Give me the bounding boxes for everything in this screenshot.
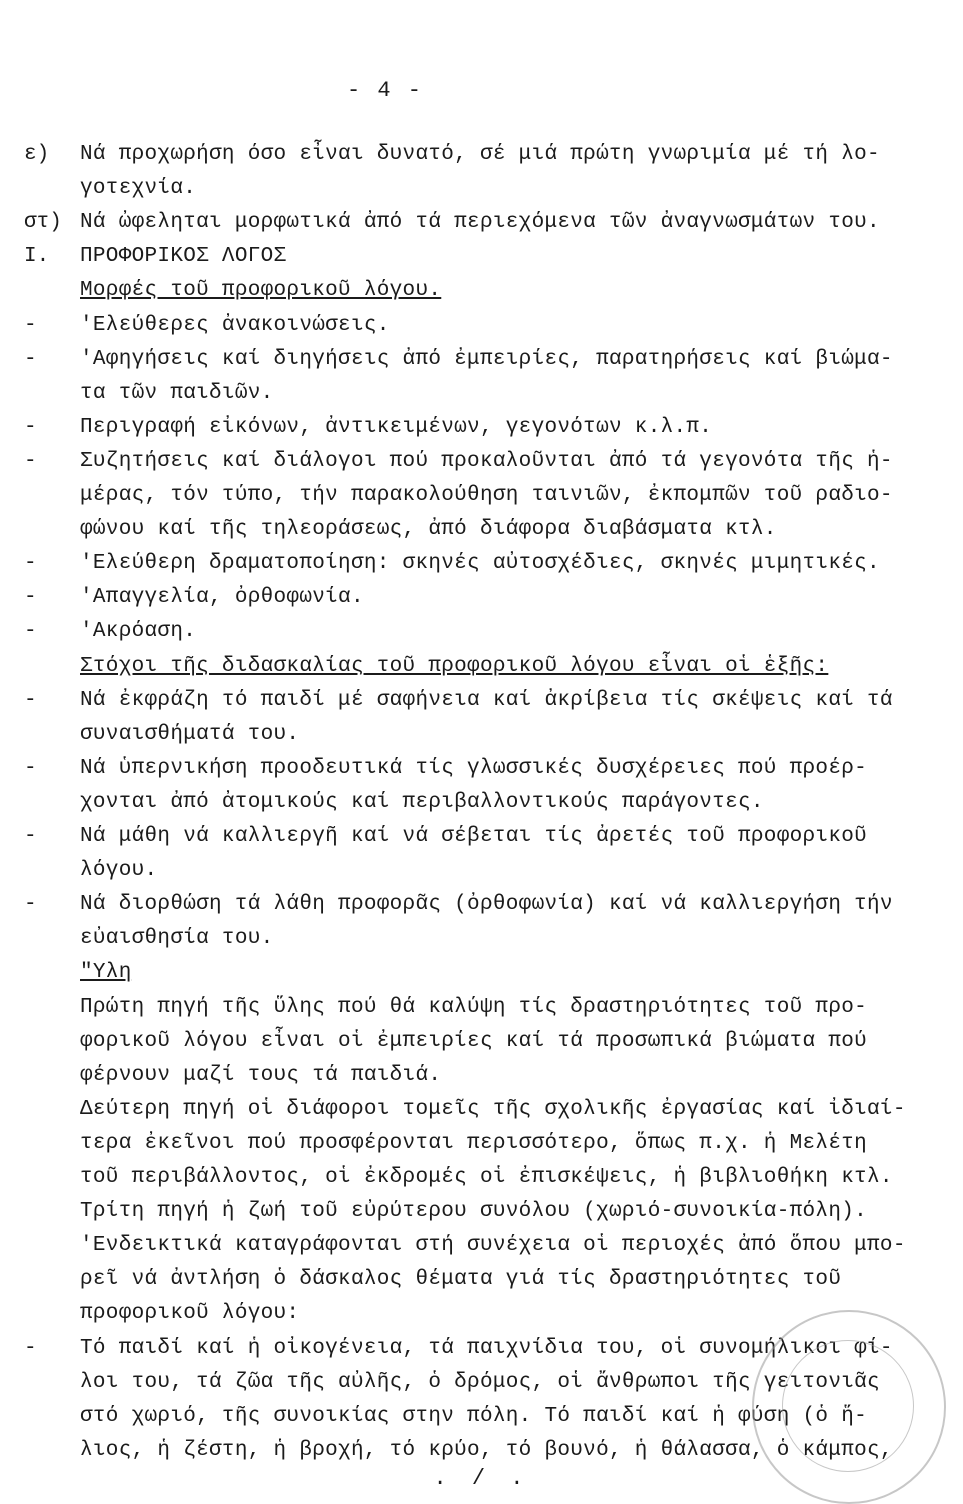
text-line: 'Ελεύθερες ἀνακοινώσεις. — [80, 314, 390, 337]
text-line: φέρνουν μαζί τους τά παιδιά. — [80, 1064, 442, 1087]
line-marker: - — [24, 689, 37, 712]
text-line: Νά προχωρήση όσο εἶναι δυνατό, σέ μιά πρώτη γνωριμία μέ τή λο- — [80, 143, 880, 166]
text-line: Νά διορθώση τά λάθη προφορᾶς (ὀρθοφωνία) καί νά καλλιεργήση τήν — [80, 893, 893, 916]
text-line: γοτεχνία. — [80, 177, 197, 200]
page-number: - 4 - — [346, 78, 423, 103]
text-line: συναισθήματά του. — [80, 723, 300, 746]
text-line: Νά ὠφεληται μορφωτικά ἀπό τά περιεχόμενα τῶν ἀναγνωσμάτων του. — [80, 211, 880, 234]
line-marker: - — [24, 552, 37, 575]
line-marker: - — [24, 586, 37, 609]
text-line: φώνου καί τῆς τηλεοράσεως, ἀπό διάφορα διαβάσματα κτλ. — [80, 518, 777, 541]
text-line: εὐαισθησία του. — [80, 927, 274, 950]
text-line: Τό παιδί καί ἡ οἰκογένεια, τά παιχνίδια του, οἱ συνομήλικοι φί- — [80, 1337, 893, 1360]
text-line: Νά ἐκφράζη τό παιδί μέ σαφήνεια καί ἀκρίβεια τίς σκέψεις καί τά — [80, 689, 893, 712]
line-marker: - — [24, 1337, 37, 1360]
text-line: Δεύτερη πηγή οἱ διάφοροι τομεῖς τῆς σχολικῆς ἐργασίας καί ἰδιαί- — [80, 1098, 906, 1121]
line-marker: - — [24, 314, 37, 337]
section-heading: Μορφές τοῦ προφορικοῦ λόγου. — [80, 279, 442, 302]
text-line: μέρας, τόν τύπο, τήν παρακολούθηση ταινιῶν, ἐκπομπῶν τοῦ ραδιο- — [80, 484, 893, 507]
line-marker: - — [24, 825, 37, 848]
line-marker: ε) — [24, 143, 50, 166]
line-marker: - — [24, 450, 37, 473]
text-line: Πρώτη πηγή τῆς ὕλης πού θά καλύψη τίς δραστηριότητες τοῦ προ- — [80, 996, 868, 1019]
line-marker: - — [24, 757, 37, 780]
text-line: Τρίτη πηγή ἡ ζωή τοῦ εὐρύτερου συνόλου (χωριό-συνοικία-πόλη). — [80, 1200, 868, 1223]
text-line: ρεῖ νά ἀντλήση ὁ δάσκαλος θέματα γιά τίς δραστηριότητες τοῦ — [80, 1268, 842, 1291]
text-line: φορικοῦ λόγου εἶναι οἱ ἐμπειρίες καί τά προσωπικά βιώματα πού — [80, 1030, 868, 1053]
line-marker: - — [24, 893, 37, 916]
text-line: 'Απαγγελία, ὀρθοφωνία. — [80, 586, 364, 609]
text-line: τα τῶν παιδιῶν. — [80, 382, 274, 405]
text-line: 'Ενδεικτικά καταγράφονται στή συνέχεια οἱ περιοχές ἀπό ὅπου μπο- — [80, 1234, 906, 1257]
line-marker: - — [24, 416, 37, 439]
text-line: τερα ἐκεῖνοι πού προσφέρονται περισσότερο, ὅπως π.χ. ἡ Μελέτη — [80, 1132, 868, 1155]
text-line: ΠΡΟΦΟΡΙΚΟΣ ΛΟΓΟΣ — [80, 245, 287, 268]
text-line: Νά μάθη νά καλλιεργῆ καί νά σέβεται τίς ἀρετές τοῦ προφορικοῦ — [80, 825, 868, 848]
text-line: στό χωριό, τῆς συνοικίας στην πόλη. Τό παιδί καί ἡ φύση (ὁ ἥ- — [80, 1405, 868, 1428]
line-marker: I. — [24, 245, 50, 268]
line-marker: στ) — [24, 211, 62, 234]
text-line: Περιγραφή εἰκόνων, ἀντικειμένων, γεγονότων κ.λ.π. — [80, 416, 713, 439]
text-line: τοῦ περιβάλλοντος, οἱ ἐκδρομές οἱ ἐπισκέψεις, ἡ βιβλιοθήκη κτλ. — [80, 1166, 893, 1189]
continuation-mark: . / . — [433, 1466, 530, 1491]
section-heading: Στόχοι τῆς διδασκαλίας τοῦ προφορικοῦ λόγου εἶναι οἱ ἑξῆς: — [80, 655, 829, 678]
text-line: λοι του, τά ζῶα τῆς αὐλῆς, ὁ δρόμος, οἱ ἄνθρωποι τῆς γειτονιᾶς — [80, 1371, 880, 1394]
text-line: Συζητήσεις καί διάλογοι πού προκαλοῦνται ἀπό τά γεγονότα τῆς ἡ- — [80, 450, 893, 473]
text-line: λιος, ἡ ζέστη, ἡ βροχή, τό κρύο, τό βουνό, ἡ θάλασσα, ὁ κάμπος, — [80, 1439, 893, 1462]
text-line: λόγου. — [80, 859, 158, 882]
line-marker: - — [24, 348, 37, 371]
section-heading: "Υλη — [80, 961, 132, 984]
text-line: χονται ἀπό ἀτομικούς καί περιβαλλοντικούς παράγοντες. — [80, 791, 764, 814]
text-line: 'Ελεύθερη δραματοποίηση: σκηνές αὐτοσχέδιες, σκηνές μιμητικές. — [80, 552, 880, 575]
text-line: 'Ακρόαση. — [80, 620, 197, 643]
text-line: Νά ὑπερνικήση προοδευτικά τίς γλωσσικές δυσχέρειες πού προέρ- — [80, 757, 868, 780]
text-line: 'Αφηγήσεις καί διηγήσεις ἀπό ἐμπειρίες, παρατηρήσεις καί βιώμα- — [80, 348, 893, 371]
line-marker: - — [24, 620, 37, 643]
text-line: προφορικοῦ λόγου: — [80, 1302, 300, 1325]
